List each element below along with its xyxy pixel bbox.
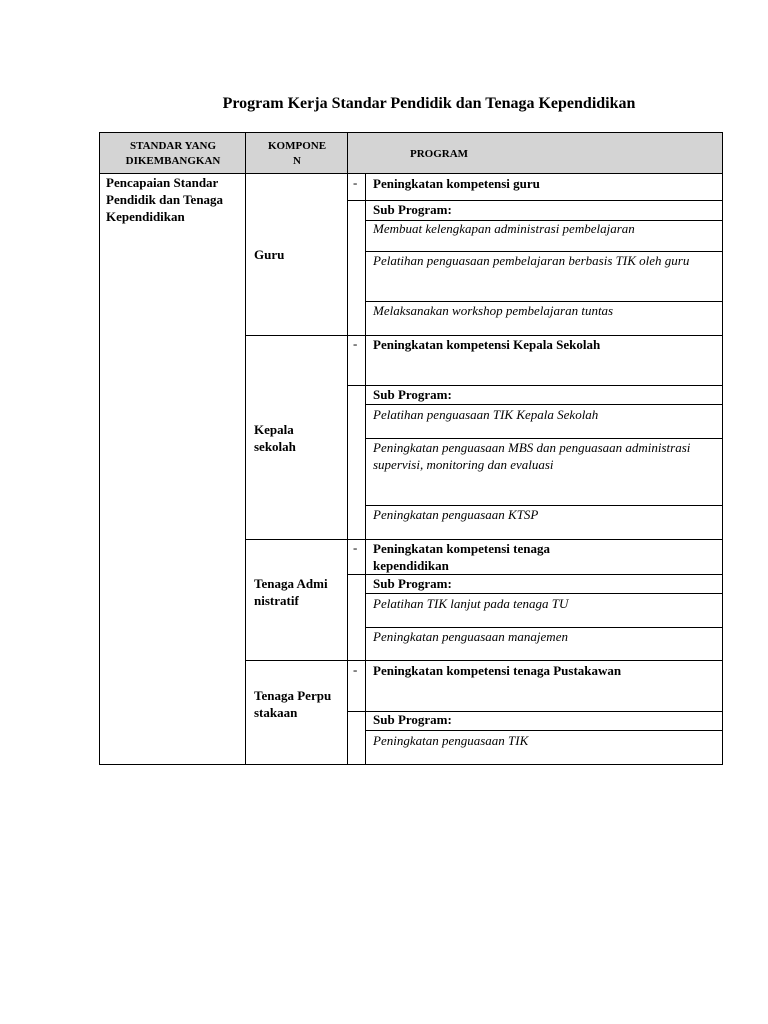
sub-program-item: Pelatihan penguasaan TIK Kepala Sekolah xyxy=(373,407,599,422)
col-divider-2 xyxy=(347,132,348,765)
komponen-tenaga-administratif: Tenaga Administratif xyxy=(254,576,328,608)
header-standar-label: STANDAR YANG DIKEMBANGKAN xyxy=(125,140,221,167)
page-title: Program Kerja Standar Pendidik dan Tenaga Kependidikan xyxy=(222,95,636,112)
group-line xyxy=(245,660,723,661)
program-title: Peningkatan kompetensi tenaga Pustakawan xyxy=(373,663,622,678)
sub-program-item: Membuat kelengkapan administrasi pembelajaran xyxy=(373,221,635,236)
sub-program-label: Sub Program: xyxy=(373,712,452,727)
sub-program-label: Sub Program: xyxy=(373,576,452,591)
table-border-left xyxy=(99,132,100,765)
program-title: Peningkatan kompetensi tenaga kependidikan xyxy=(373,541,550,573)
header-program-label: PROGRAM xyxy=(410,148,469,160)
row-line xyxy=(365,730,723,731)
dash-marker: - xyxy=(353,175,358,190)
sub-program-item: Peningkatan penguasaan TIK xyxy=(373,733,529,748)
header-komponen xyxy=(246,133,348,174)
sub-program-item: Peningkatan penguasaan manajemen xyxy=(373,629,568,644)
header-program xyxy=(348,133,722,174)
standar-cell: Pencapaian Standar Pendidik dan Tenaga Kependidikan xyxy=(106,175,224,224)
table-border-right xyxy=(722,132,723,765)
sub-program-item: Peningkatan penguasaan KTSP xyxy=(373,507,539,522)
header-standar xyxy=(100,133,246,174)
table-border-top xyxy=(99,132,723,133)
sub-program-item: Peningkatan penguasaan MBS dan penguasaan administrasi supervisi, monitoring dan evaluasi xyxy=(373,440,691,472)
dash-marker: - xyxy=(353,540,358,555)
sub-program-label: Sub Program: xyxy=(373,202,452,217)
sub-program-item: Pelatihan penguasaan pembelajaran berbasis TIK oleh guru xyxy=(373,253,690,268)
dash-marker: - xyxy=(353,662,358,677)
header-komponen-label: KOMPONE N xyxy=(268,140,327,167)
col-divider-1 xyxy=(245,132,246,765)
row-line xyxy=(365,404,723,405)
sub-program-label: Sub Program: xyxy=(373,387,452,402)
row-line xyxy=(365,593,723,594)
dash-marker: - xyxy=(353,336,358,351)
sub-program-item: Melaksanakan workshop pembelajaran tuntas xyxy=(373,303,614,318)
program-title: Peningkatan kompetensi Kepala Sekolah xyxy=(373,337,601,352)
komponen-guru: Guru xyxy=(254,247,285,262)
table-border-bottom xyxy=(99,764,723,765)
sub-program-item: Pelatihan TIK lanjut pada tenaga TU xyxy=(373,596,569,611)
program-title: Peningkatan kompetensi guru xyxy=(373,176,540,191)
komponen-tenaga-perpustakaan: Tenaga Perpustakaan xyxy=(254,688,332,720)
komponen-kepala-sekolah: Kepala sekolah xyxy=(254,422,296,454)
col-divider-3 xyxy=(365,173,366,765)
